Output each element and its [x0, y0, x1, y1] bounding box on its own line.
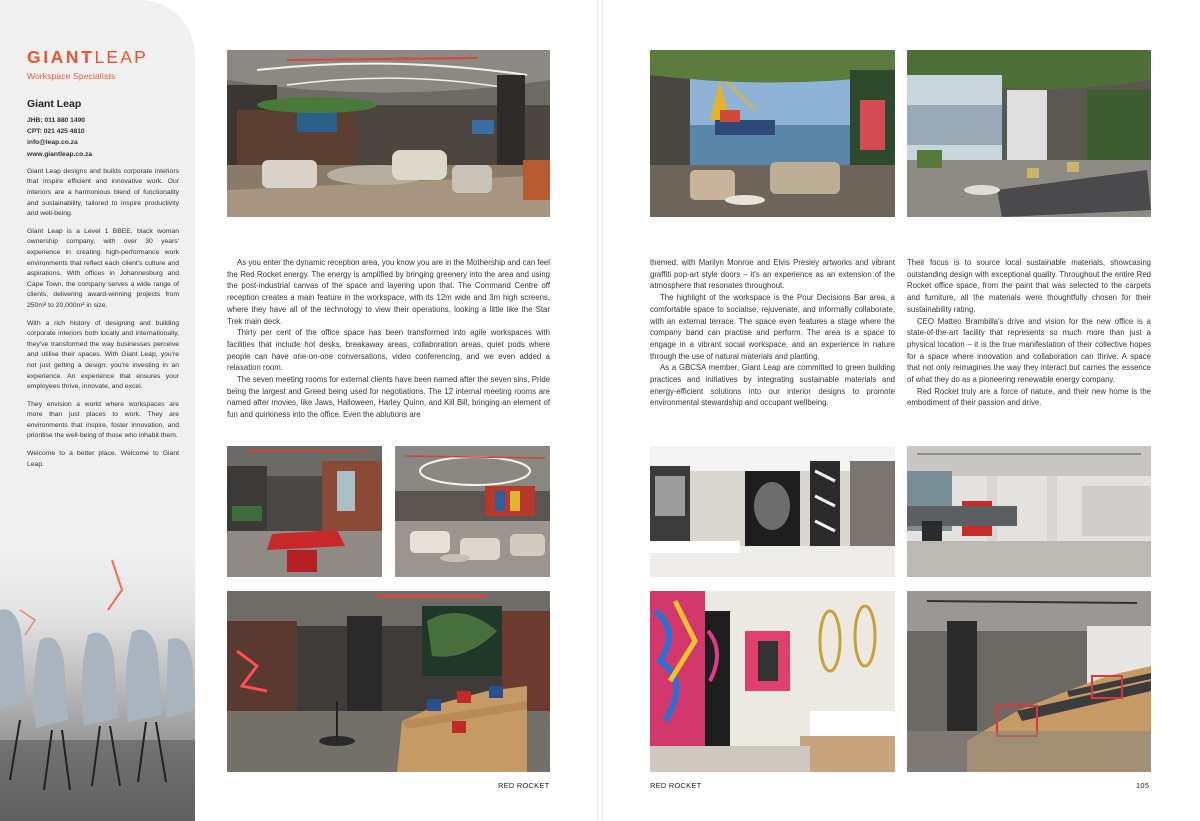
- article-column-left: [227, 257, 550, 421]
- reception-lounge-photo: [227, 50, 550, 217]
- graffiti-ablutions-photo: [650, 591, 895, 772]
- tiered-seating-photo: [907, 591, 1151, 772]
- sidebar-paragraph: Giant Leap designs and builds corporate interiors that inspire efficient and innovative work. Our interiors are a harmonious blend of functionality and sustainability, tailored to inspire productivity and well-being.: [27, 167, 179, 218]
- stage-seating-photo: [227, 591, 550, 772]
- elvis-ablutions-photo: [650, 446, 895, 577]
- advertiser-sidebar: [0, 0, 195, 821]
- contact-details: [27, 115, 179, 160]
- sidebar-paragraph: They envision a world where workspaces are more than just places to work. They are environments that inspire, foster innovation, and prioritise the well-being of those who inhabit them.: [27, 400, 179, 440]
- breakaway-area-photo: [395, 446, 550, 577]
- article-column-right: [907, 257, 1151, 409]
- logo-part-leap: LEAP: [94, 47, 149, 67]
- article-column-middle: [650, 257, 895, 409]
- contact-website: www.giantleap.co.za: [27, 150, 93, 158]
- article-paragraph: Thirty per cent of the office space has been transformed into agile workspaces with facilities that include hot desks, breakaway areas, collaboration areas, quiet pods where people can have one-on-one conversations, video conferencing, and we even added a relaxation room.: [227, 328, 550, 373]
- contact-jhb-phone: JHB: 011 880 1490: [27, 117, 86, 124]
- sidebar-paragraph: Welcome to a better place. Welcome to Giant Leap.: [27, 450, 179, 468]
- pool-table-photo: [227, 446, 382, 577]
- company-name: Giant Leap: [27, 98, 82, 110]
- open-plan-workstations-photo: [907, 446, 1151, 577]
- sidebar-paragraph: With a rich history of designing and building corporate interiors both locally and internationally, they've transformed the way businesses perceive and utilise their spaces. With Giant Leap, you're not just getting a design; you're investing in an experience. An experience that ensures your employees thrive, innovate, and excel.: [27, 319, 179, 391]
- terrace-lounge-photo: [907, 50, 1151, 217]
- article-paragraph: CEO Matteo Brambilla's drive and vision for the new office is a state-of-the-art facility that represents so much more than just a physical location – it is the true manifestation of their collective hopes for a space where innovation and collaboration can thrive. A space that not only reimagines the way they interact but carries the essence of what they do as a pioneering renewable energy company.: [907, 316, 1151, 385]
- sidebar-content: [27, 48, 179, 470]
- contact-cpt-phone: CPT: 021 425 4810: [27, 128, 85, 136]
- contact-email: info@leap.co.za: [27, 139, 78, 147]
- article-paragraph: As you enter the dynamic reception area, you know you are in the Mothership and can feel the Red Rocket energy. The energy is amplified by bringing greenery into the area and using the post-industrial canvas of the space and layering upon that. The Command Centre off reception creates a main feature in the workspace, with its 12m wide and 3m high screens, where they have all of the technology to view their operations, looking a little like the Star Trek main deck.: [227, 258, 550, 326]
- footer-right-running-head: RED ROCKET: [650, 781, 702, 790]
- page-number: 105: [1136, 781, 1150, 790]
- article-paragraph: As a GBCSA member, Giant Leap are committed to green building practices and initiatives by integrating sustainable materials and energy-efficient solutions into our interior designs to promote environmental stewardship and occupant wellbeing.: [650, 363, 895, 408]
- article-paragraph: The seven meeting rooms for external clients have been named after the seven sins, Pride being the largest and Greed being used for negotiations. The 12 internal meeting rooms are named after movies, like Jaws, Halloween, Harley Quinn, and Kill Bill, bringing an element of fun and quirkiness into the office. Even the ablutions are: [227, 375, 550, 420]
- article-paragraph: The highlight of the workspace is the Pour Decisions Bar area, a comfortable space to socialise, rejuvenate, and informally collaborate, with an external terrace. The space even features a stage where the company band can practise and perform. The area is a space to engage in a vibrant social workspace, and an experience in nature through the use of natural materials and planting.: [650, 293, 895, 361]
- article-paragraph: Red Rocket truly are a force of nature, and their new home is the embodiment of their passion and drive.: [907, 386, 1151, 408]
- logo-part-giant: GIANT: [27, 47, 95, 67]
- sidebar-paragraph: Giant Leap is a Level 1 BBEE, black woman ownership company, with over 30 years' experience in creating high-performance work environments that reflect each client's culture and aspirations. With offices in Johannesburg and Cape Town, the company serves a wide range of clients, delivering award-winning projects from 250m² to 20,000m² in size.: [27, 227, 179, 309]
- tagline: Workspace Specialists: [27, 71, 116, 81]
- article-paragraph: themed, with Marilyn Monroe and Elvis Presley artworks and vibrant graffiti pop-art style doors – it's an experience as an extension of the atmosphere that resonates throughout.: [650, 258, 895, 291]
- article-paragraph: Their focus is to source local sustainable materials, showcasing outstanding design with exceptional quality. Throughout the entire Red Rocket office space, from the paint that was selected to the carpets and furniture, all the materials were thoughtfully chosen for their sustainability rating.: [907, 258, 1151, 314]
- harbour-terrace-photo: [650, 50, 895, 217]
- spread-gutter: [597, 0, 603, 821]
- footer-left-running-head: RED ROCKET: [498, 781, 550, 790]
- sidebar-chairs-photo: [0, 550, 195, 821]
- giant-leap-logo: [27, 48, 179, 66]
